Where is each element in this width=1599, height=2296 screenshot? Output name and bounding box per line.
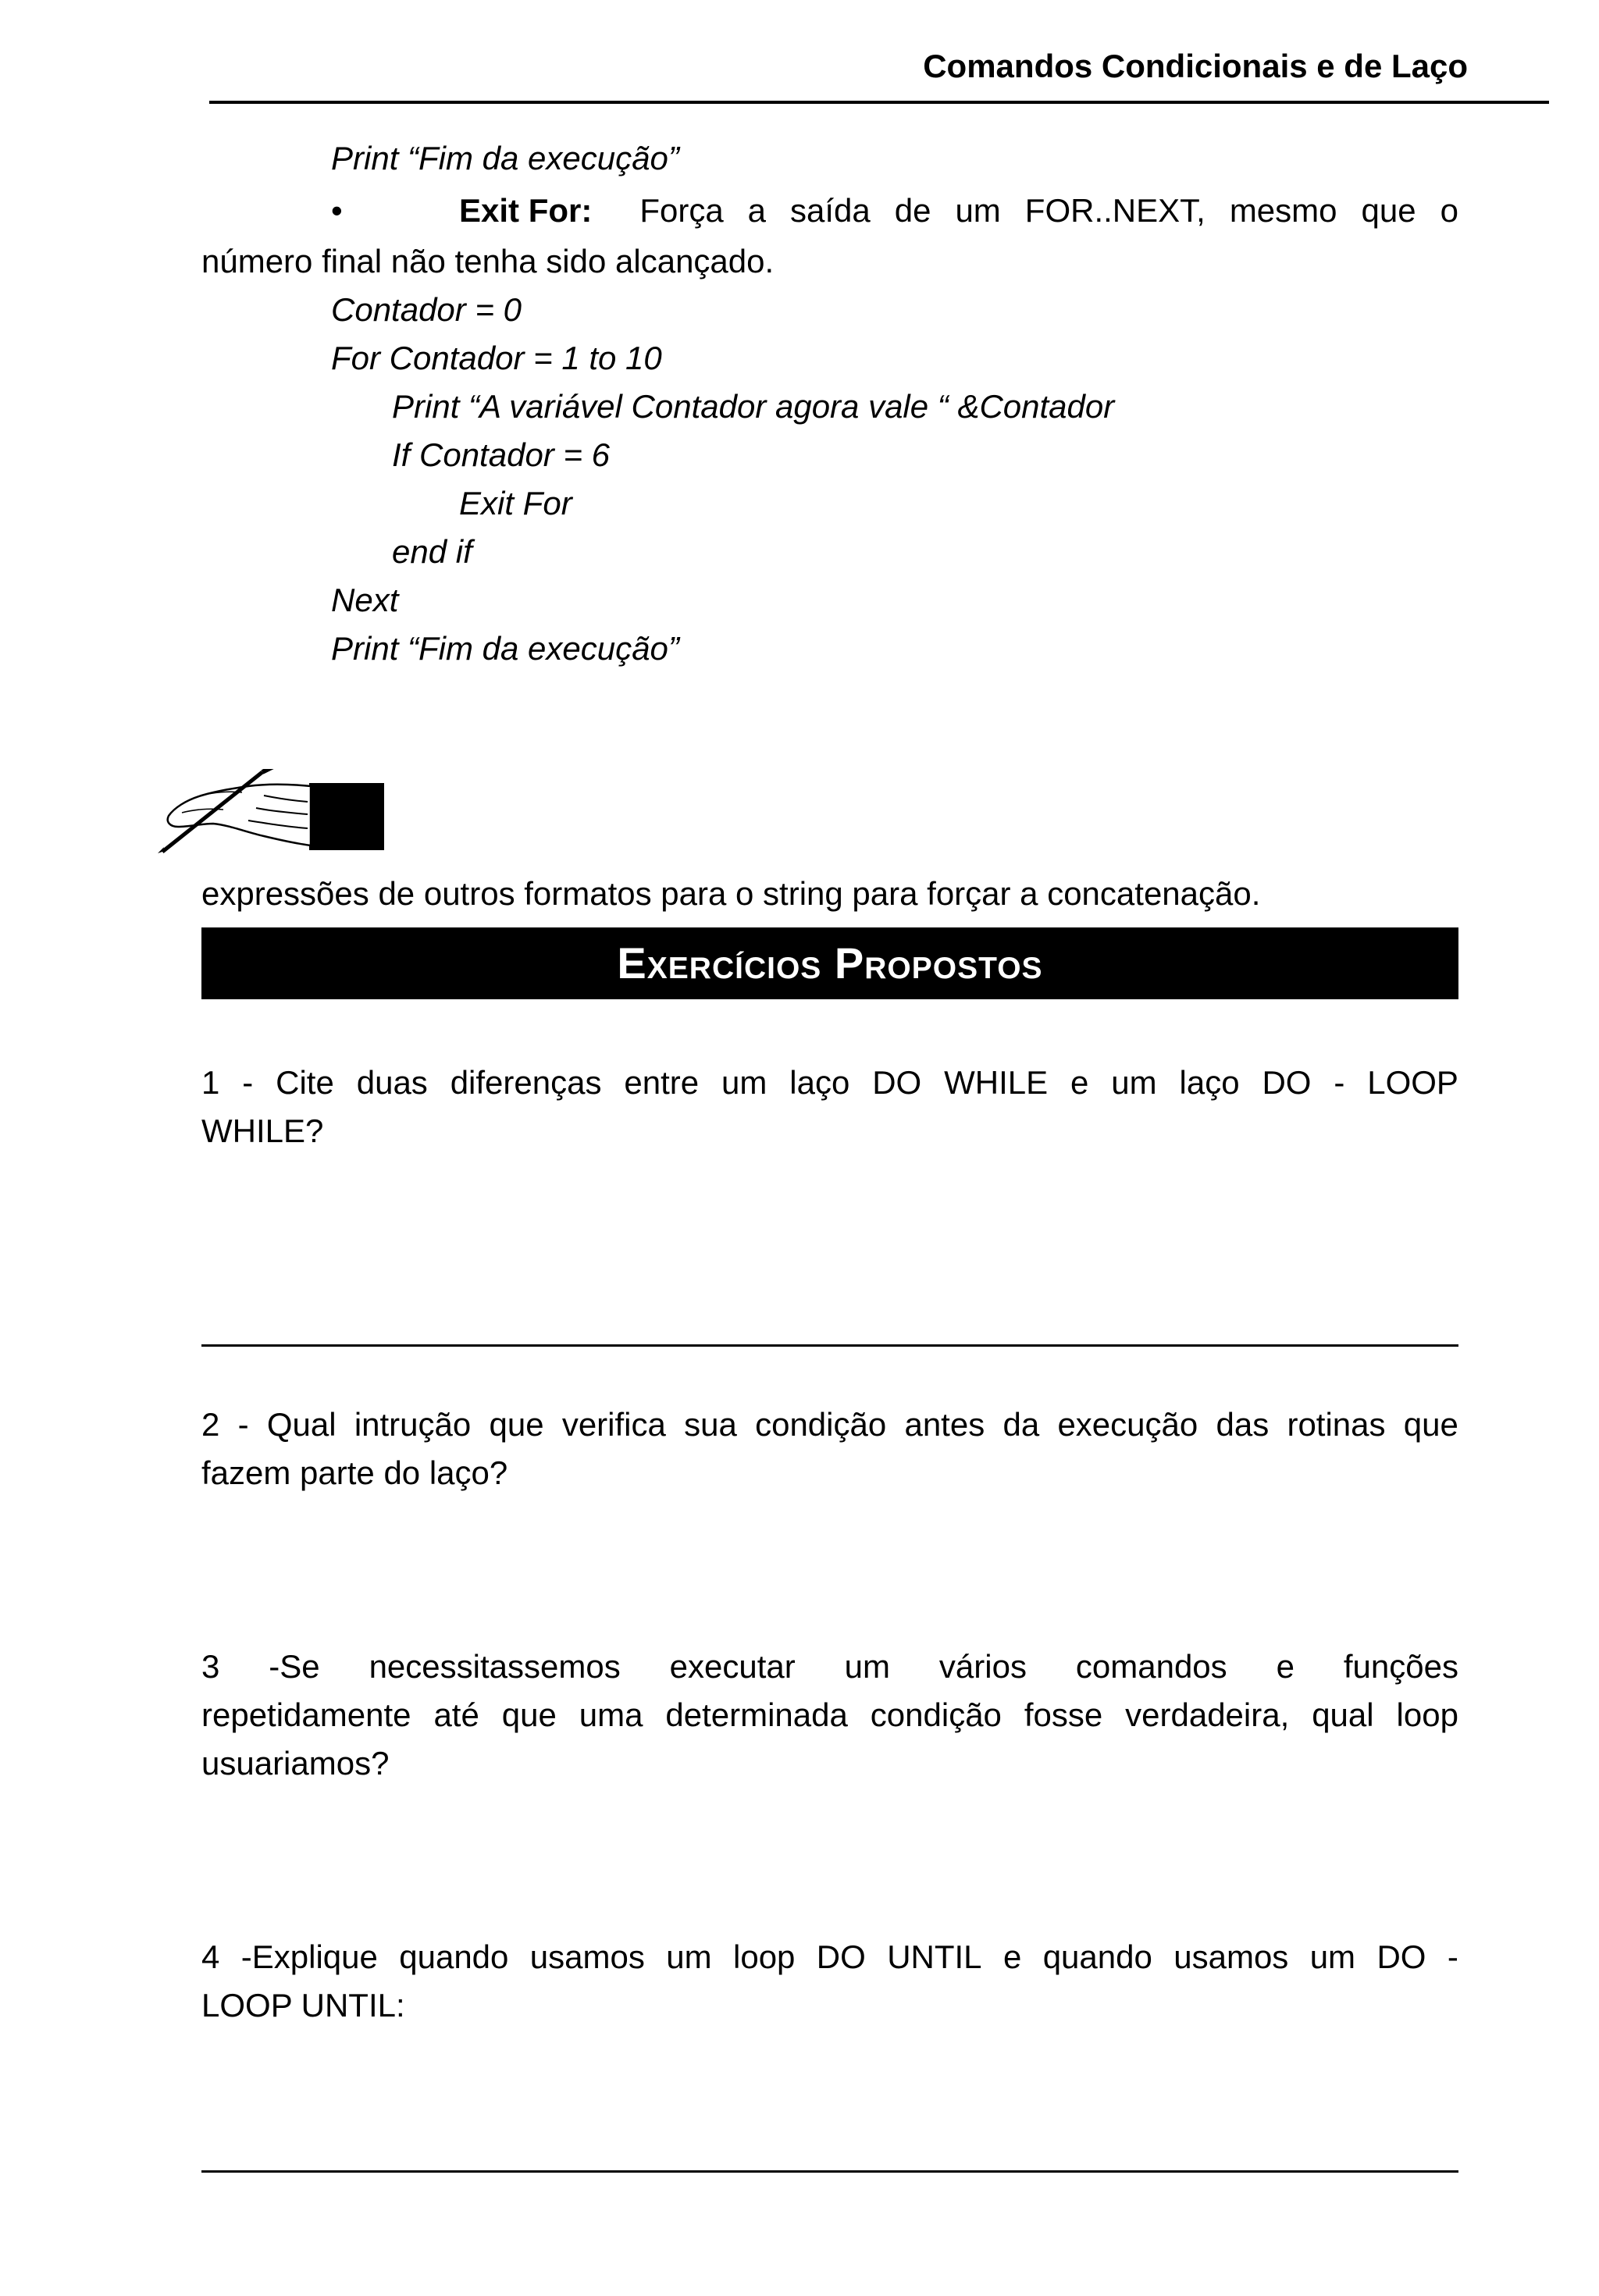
word: que — [501, 1696, 557, 1733]
word: laço — [789, 1064, 850, 1101]
word: executar — [669, 1648, 796, 1685]
word: e — [1276, 1648, 1295, 1685]
word: condição — [755, 1406, 887, 1443]
word: comandos — [1075, 1648, 1227, 1685]
word: - — [242, 1064, 254, 1101]
code-line: Print “Fim da execução” — [331, 630, 679, 667]
word: -Se — [269, 1648, 320, 1685]
word: que — [489, 1406, 544, 1443]
exercise-1-line — [201, 1063, 1458, 1102]
word: um — [721, 1064, 767, 1101]
bullet-icon: • — [331, 192, 343, 229]
answer-line — [201, 2170, 1458, 2173]
code-line: For Contador = 1 to 10 — [331, 340, 662, 376]
exercise-3-line-2 — [201, 1696, 1458, 1735]
word: um — [666, 1938, 712, 1975]
word: DO — [1376, 1938, 1426, 1975]
word: e — [1002, 1938, 1022, 1975]
word: WHILE — [944, 1064, 1049, 1101]
word: - — [237, 1406, 249, 1443]
exercise-1-last-line: WHILE? — [201, 1112, 324, 1149]
exit-for-line — [459, 191, 1458, 230]
word: execução — [1057, 1406, 1198, 1443]
code-line: Exit For — [459, 485, 572, 521]
word: intrução — [354, 1406, 472, 1443]
word: Qual — [266, 1406, 337, 1443]
exercise-2-line — [201, 1405, 1458, 1444]
word: o — [1440, 192, 1458, 229]
word: - — [1334, 1064, 1345, 1101]
word: até — [433, 1696, 479, 1733]
word: sua — [684, 1406, 737, 1443]
exercise-2-last-line: fazem parte do laço? — [201, 1454, 508, 1491]
word: que — [1403, 1406, 1458, 1443]
word: saída — [790, 192, 871, 229]
word: UNTIL — [887, 1938, 982, 1975]
writing-hand-icon — [155, 769, 389, 855]
exit-for-continuation: número final não tenha sido alcançado. — [201, 243, 775, 279]
word: da — [1002, 1406, 1040, 1443]
word: necessitassemos — [369, 1648, 621, 1685]
running-header: Comandos Condicionais e de Laço — [923, 48, 1468, 84]
word: loop — [733, 1938, 796, 1975]
code-line: Print “Fim da execução” — [331, 140, 679, 176]
word: um — [844, 1648, 890, 1685]
word: qual — [1312, 1696, 1374, 1733]
exercise-3-last-line: usuariamos? — [201, 1745, 390, 1782]
word: de — [894, 192, 931, 229]
word: LOOP — [1367, 1064, 1458, 1101]
word: antes — [904, 1406, 985, 1443]
word: usamos — [529, 1938, 645, 1975]
word: - — [1447, 1938, 1458, 1975]
word: repetidamente — [201, 1696, 411, 1733]
word: 4 — [201, 1938, 220, 1975]
answer-line — [201, 1344, 1458, 1347]
word: DO — [872, 1064, 922, 1101]
word: loop — [1396, 1696, 1458, 1733]
code-line: Contador = 0 — [331, 291, 522, 328]
word: uma — [579, 1696, 643, 1733]
word: a — [747, 192, 767, 229]
word: quando — [399, 1938, 509, 1975]
word: vários — [938, 1648, 1027, 1685]
section-title: Exercícios Propostos — [201, 927, 1458, 999]
word: FOR..NEXT, — [1024, 192, 1205, 229]
word: laço — [1179, 1064, 1240, 1101]
word: determinada — [665, 1696, 848, 1733]
word: 1 — [201, 1064, 220, 1101]
word: e — [1070, 1064, 1089, 1101]
note-text: expressões de outros formatos para o string para forçar a concatenação. — [201, 875, 1261, 912]
word: mesmo — [1229, 192, 1337, 229]
word: usamos — [1173, 1938, 1289, 1975]
word: rotinas — [1287, 1406, 1386, 1443]
word: um — [1111, 1064, 1157, 1101]
word: duas — [356, 1064, 428, 1101]
header-rule — [209, 101, 1549, 104]
word: 2 — [201, 1406, 220, 1443]
word: Cite — [276, 1064, 334, 1101]
word: um — [1309, 1938, 1356, 1975]
word: entre — [624, 1064, 700, 1101]
code-line: end if — [392, 533, 472, 570]
code-line: Print “A variável Contador agora vale “ &Contador — [392, 388, 1115, 425]
exercise-3-line-1 — [201, 1647, 1458, 1686]
exercise-4-last-line: LOOP UNTIL: — [201, 1987, 405, 2024]
code-line: Next — [331, 582, 399, 618]
exit-for-term: Exit For: — [459, 192, 593, 229]
word: verdadeira, — [1125, 1696, 1290, 1733]
word: que — [1361, 192, 1416, 229]
word: -Explique — [240, 1938, 378, 1975]
word: diferenças — [450, 1064, 602, 1101]
word: DO — [816, 1938, 866, 1975]
word: Força — [639, 192, 724, 229]
word: quando — [1042, 1938, 1152, 1975]
word: DO — [1262, 1064, 1312, 1101]
word: um — [955, 192, 1001, 229]
word: verifica — [561, 1406, 666, 1443]
word: fosse — [1024, 1696, 1103, 1733]
word: funções — [1343, 1648, 1458, 1685]
word: condição — [870, 1696, 1002, 1733]
exercise-4-line — [201, 1938, 1458, 1977]
code-line: If Contador = 6 — [392, 436, 611, 473]
word: das — [1216, 1406, 1270, 1443]
word: 3 — [201, 1648, 220, 1685]
